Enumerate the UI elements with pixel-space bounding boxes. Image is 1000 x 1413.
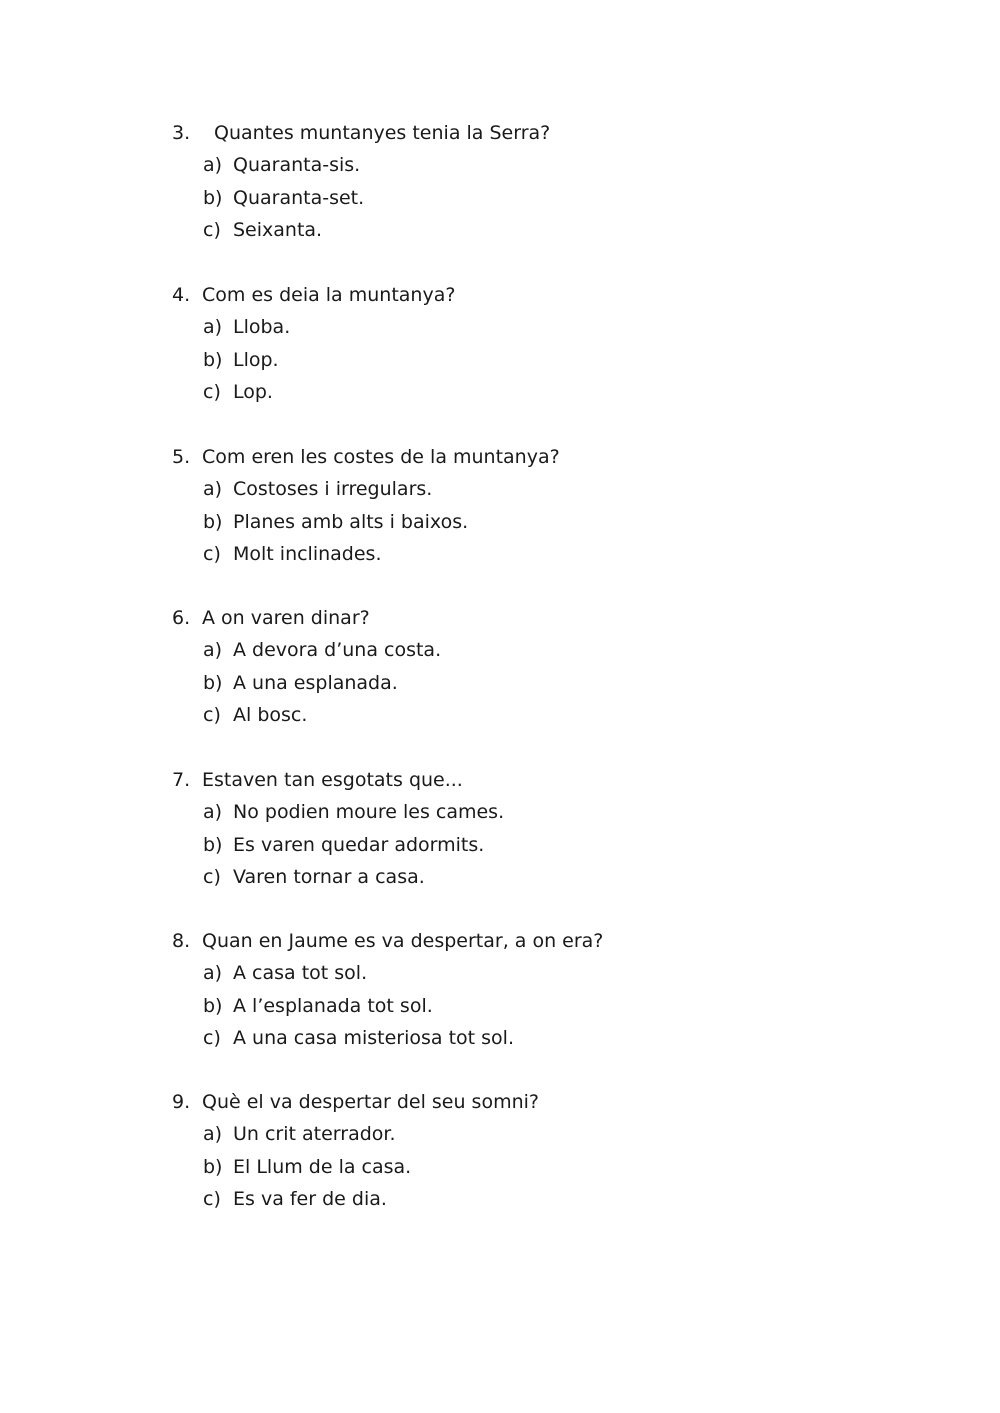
option-letter: c) [203, 1188, 221, 1211]
option-b [172, 182, 872, 214]
option-letter: c) [203, 704, 221, 727]
option-c [172, 1022, 872, 1054]
option-text: Es varen quedar adormits. [233, 833, 485, 856]
option-c [172, 1183, 872, 1215]
option-text: Costoses i irregulars. [233, 478, 433, 501]
option-letter: b) [203, 671, 223, 694]
question-text: Estaven tan esgotats que... [202, 769, 463, 791]
question-text: Quan en Jaume es va despertar, a on era? [202, 930, 604, 952]
option-c [172, 861, 872, 893]
option-c [172, 538, 872, 570]
option-letter: a) [203, 801, 223, 824]
option-letter: a) [203, 154, 223, 177]
question-text: Com eren les costes de la muntanya? [202, 446, 560, 468]
option-b [172, 667, 872, 699]
option-a [172, 149, 872, 181]
question-line [172, 764, 872, 796]
question-4 [172, 279, 872, 409]
option-text: Es va fer de dia. [233, 1188, 387, 1211]
option-text: Planes amb alts i baixos. [233, 510, 469, 533]
option-letter: c) [203, 866, 221, 889]
option-text: A devora d’una costa. [233, 639, 442, 662]
option-letter: b) [203, 994, 223, 1017]
option-c [172, 699, 872, 731]
option-letter: b) [203, 1155, 223, 1178]
question-text: Què el va despertar del seu somni? [202, 1091, 539, 1113]
question-text: Quantes muntanyes tenia la Serra? [214, 122, 551, 144]
option-b [172, 344, 872, 376]
option-letter: b) [203, 348, 223, 371]
option-a [172, 311, 872, 343]
option-c [172, 214, 872, 246]
option-text: Varen tornar a casa. [233, 866, 425, 889]
question-line [172, 279, 872, 311]
option-text: A l’esplanada tot sol. [233, 994, 433, 1017]
option-b [172, 506, 872, 538]
option-letter: a) [203, 1123, 223, 1146]
option-text: Llop. [233, 348, 279, 371]
question-6 [172, 602, 872, 732]
option-text: Un crit aterrador. [233, 1123, 396, 1146]
option-text: Lloba. [233, 316, 291, 339]
option-text: Quaranta-set. [233, 186, 365, 209]
option-a [172, 1118, 872, 1150]
option-letter: c) [203, 1027, 221, 1050]
option-letter: b) [203, 833, 223, 856]
question-text: Com es deia la muntanya? [202, 284, 456, 306]
option-letter: a) [203, 639, 223, 662]
option-letter: a) [203, 316, 223, 339]
option-text: Seixanta. [233, 219, 323, 242]
option-text: Al bosc. [233, 704, 308, 727]
option-a [172, 796, 872, 828]
option-b [172, 829, 872, 861]
question-line [172, 602, 872, 634]
question-8 [172, 925, 872, 1055]
option-a [172, 634, 872, 666]
option-c [172, 376, 872, 408]
question-number: 5. [172, 446, 191, 468]
question-number: 4. [172, 284, 191, 306]
option-letter: c) [203, 543, 221, 566]
option-letter: c) [203, 219, 221, 242]
question-number: 9. [172, 1091, 191, 1113]
option-letter: b) [203, 186, 223, 209]
option-text: A casa tot sol. [233, 962, 368, 985]
question-number: 3. [172, 122, 191, 144]
option-text: El Llum de la casa. [233, 1155, 412, 1178]
question-line [172, 441, 872, 473]
question-7 [172, 764, 872, 894]
option-letter: a) [203, 478, 223, 501]
option-text: No podien moure les cames. [233, 801, 505, 824]
question-text: A on varen dinar? [202, 607, 370, 629]
option-letter: a) [203, 962, 223, 985]
question-5 [172, 441, 872, 571]
option-a [172, 957, 872, 989]
option-text: A una casa misteriosa tot sol. [233, 1027, 515, 1050]
question-line [172, 117, 872, 149]
option-text: A una esplanada. [233, 671, 398, 694]
option-text: Molt inclinades. [233, 543, 382, 566]
question-9 [172, 1086, 872, 1216]
option-a [172, 473, 872, 505]
question-line [172, 925, 872, 957]
question-number: 8. [172, 930, 191, 952]
question-line [172, 1086, 872, 1118]
option-b [172, 990, 872, 1022]
option-text: Quaranta-sis. [233, 154, 361, 177]
question-3 [172, 117, 872, 247]
question-number: 6. [172, 607, 191, 629]
option-letter: c) [203, 381, 221, 404]
option-letter: b) [203, 510, 223, 533]
option-b [172, 1151, 872, 1183]
option-text: Lop. [233, 381, 273, 404]
question-number: 7. [172, 769, 191, 791]
